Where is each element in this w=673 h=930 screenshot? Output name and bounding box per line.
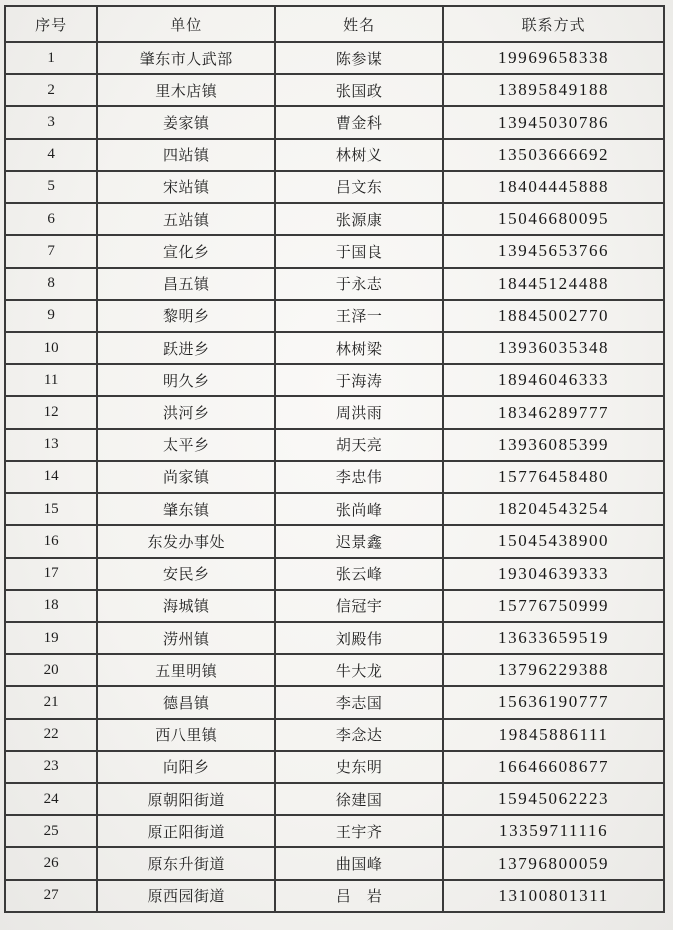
unit-cell: 原西园街道	[97, 880, 275, 912]
serial-number-cell: 22	[5, 719, 97, 751]
unit-cell: 安民乡	[97, 558, 275, 590]
unit-cell: 原朝阳街道	[97, 783, 275, 815]
serial-number-cell: 17	[5, 558, 97, 590]
unit-cell: 德昌镇	[97, 686, 275, 718]
unit-cell: 东发办事处	[97, 525, 275, 557]
name-cell: 李志国	[275, 686, 443, 718]
contact-table	[4, 5, 665, 913]
serial-number-cell: 15	[5, 493, 97, 525]
name-cell: 迟景鑫	[275, 525, 443, 557]
name-cell: 吕文东	[275, 171, 443, 203]
phone-cell: 15945062223	[443, 783, 664, 815]
serial-number-cell: 10	[5, 332, 97, 364]
name-cell: 牛大龙	[275, 654, 443, 686]
table-row	[5, 203, 664, 235]
serial-number-cell: 27	[5, 880, 97, 912]
serial-number-cell: 18	[5, 590, 97, 622]
phone-cell: 15776458480	[443, 461, 664, 493]
table-row	[5, 429, 664, 461]
table-row	[5, 525, 664, 557]
phone-cell: 15046680095	[443, 203, 664, 235]
unit-cell: 西八里镇	[97, 719, 275, 751]
unit-cell: 跃进乡	[97, 332, 275, 364]
table-row	[5, 493, 664, 525]
serial-number-cell: 13	[5, 429, 97, 461]
unit-cell: 太平乡	[97, 429, 275, 461]
phone-cell: 19304639333	[443, 558, 664, 590]
serial-number-cell: 25	[5, 815, 97, 847]
table-row	[5, 461, 664, 493]
table-row	[5, 364, 664, 396]
unit-cell: 洪河乡	[97, 396, 275, 428]
serial-number-cell: 3	[5, 106, 97, 138]
name-cell: 刘殿伟	[275, 622, 443, 654]
phone-cell: 18204543254	[443, 493, 664, 525]
serial-number-cell: 6	[5, 203, 97, 235]
unit-cell: 海城镇	[97, 590, 275, 622]
table-row	[5, 139, 664, 171]
table-row	[5, 558, 664, 590]
name-cell: 林树义	[275, 139, 443, 171]
serial-number-cell: 2	[5, 74, 97, 106]
phone-cell: 13633659519	[443, 622, 664, 654]
name-cell: 周洪雨	[275, 396, 443, 428]
phone-cell: 13796229388	[443, 654, 664, 686]
serial-number-cell: 16	[5, 525, 97, 557]
table-row	[5, 654, 664, 686]
unit-cell: 原正阳街道	[97, 815, 275, 847]
name-cell: 林树梁	[275, 332, 443, 364]
table-row	[5, 751, 664, 783]
table-row	[5, 622, 664, 654]
table-row	[5, 300, 664, 332]
table-body	[5, 42, 664, 912]
name-cell: 王泽一	[275, 300, 443, 332]
phone-cell: 19845886111	[443, 719, 664, 751]
phone-cell: 18445124488	[443, 268, 664, 300]
name-cell: 张源康	[275, 203, 443, 235]
name-cell: 于永志	[275, 268, 443, 300]
phone-cell: 13796800059	[443, 847, 664, 879]
phone-cell: 19969658338	[443, 42, 664, 74]
phone-cell: 13945653766	[443, 235, 664, 267]
table-row	[5, 783, 664, 815]
serial-number-cell: 21	[5, 686, 97, 718]
header-name: 姓名	[275, 6, 443, 42]
name-cell: 于海涛	[275, 364, 443, 396]
serial-number-cell: 19	[5, 622, 97, 654]
name-cell: 陈参谋	[275, 42, 443, 74]
table-row	[5, 686, 664, 718]
table-row	[5, 815, 664, 847]
serial-number-cell: 14	[5, 461, 97, 493]
serial-number-cell: 5	[5, 171, 97, 203]
unit-cell: 四站镇	[97, 139, 275, 171]
name-cell: 胡天亮	[275, 429, 443, 461]
unit-cell: 尚家镇	[97, 461, 275, 493]
name-cell: 曲国峰	[275, 847, 443, 879]
phone-cell: 18946046333	[443, 364, 664, 396]
phone-cell: 13936085399	[443, 429, 664, 461]
serial-number-cell: 9	[5, 300, 97, 332]
table-row	[5, 396, 664, 428]
phone-cell: 15045438900	[443, 525, 664, 557]
unit-cell: 肇东镇	[97, 493, 275, 525]
name-cell: 徐建国	[275, 783, 443, 815]
phone-cell: 13895849188	[443, 74, 664, 106]
name-cell: 张国政	[275, 74, 443, 106]
phone-cell: 13100801311	[443, 880, 664, 912]
serial-number-cell: 23	[5, 751, 97, 783]
serial-number-cell: 20	[5, 654, 97, 686]
unit-cell: 里木店镇	[97, 74, 275, 106]
phone-cell: 18845002770	[443, 300, 664, 332]
table-row	[5, 106, 664, 138]
serial-number-cell: 4	[5, 139, 97, 171]
unit-cell: 五站镇	[97, 203, 275, 235]
name-cell: 吕 岩	[275, 880, 443, 912]
name-cell: 于国良	[275, 235, 443, 267]
phone-cell: 13945030786	[443, 106, 664, 138]
header-serial-number: 序号	[5, 6, 97, 42]
table-row	[5, 332, 664, 364]
unit-cell: 向阳乡	[97, 751, 275, 783]
serial-number-cell: 1	[5, 42, 97, 74]
table-row	[5, 847, 664, 879]
unit-cell: 肇东市人武部	[97, 42, 275, 74]
serial-number-cell: 11	[5, 364, 97, 396]
unit-cell: 宋站镇	[97, 171, 275, 203]
table-row	[5, 590, 664, 622]
table-row	[5, 171, 664, 203]
serial-number-cell: 7	[5, 235, 97, 267]
phone-cell: 16646608677	[443, 751, 664, 783]
header-row	[5, 6, 664, 42]
name-cell: 曹金科	[275, 106, 443, 138]
phone-cell: 13503666692	[443, 139, 664, 171]
phone-cell: 18404445888	[443, 171, 664, 203]
phone-cell: 18346289777	[443, 396, 664, 428]
serial-number-cell: 24	[5, 783, 97, 815]
table-row	[5, 268, 664, 300]
unit-cell: 黎明乡	[97, 300, 275, 332]
table-row	[5, 719, 664, 751]
unit-cell: 姜家镇	[97, 106, 275, 138]
phone-cell: 13359711116	[443, 815, 664, 847]
name-cell: 史东明	[275, 751, 443, 783]
unit-cell: 宣化乡	[97, 235, 275, 267]
name-cell: 李忠伟	[275, 461, 443, 493]
name-cell: 信冠宇	[275, 590, 443, 622]
unit-cell: 五里明镇	[97, 654, 275, 686]
phone-cell: 15776750999	[443, 590, 664, 622]
unit-cell: 涝州镇	[97, 622, 275, 654]
name-cell: 张尚峰	[275, 493, 443, 525]
name-cell: 王宇齐	[275, 815, 443, 847]
serial-number-cell: 12	[5, 396, 97, 428]
unit-cell: 明久乡	[97, 364, 275, 396]
serial-number-cell: 26	[5, 847, 97, 879]
unit-cell: 原东升街道	[97, 847, 275, 879]
table-row	[5, 880, 664, 912]
header-unit: 单位	[97, 6, 275, 42]
name-cell: 李念达	[275, 719, 443, 751]
phone-cell: 13936035348	[443, 332, 664, 364]
table-row	[5, 42, 664, 74]
phone-cell: 15636190777	[443, 686, 664, 718]
table-row	[5, 235, 664, 267]
unit-cell: 昌五镇	[97, 268, 275, 300]
name-cell: 张云峰	[275, 558, 443, 590]
header-contact: 联系方式	[443, 6, 664, 42]
table-row	[5, 74, 664, 106]
serial-number-cell: 8	[5, 268, 97, 300]
